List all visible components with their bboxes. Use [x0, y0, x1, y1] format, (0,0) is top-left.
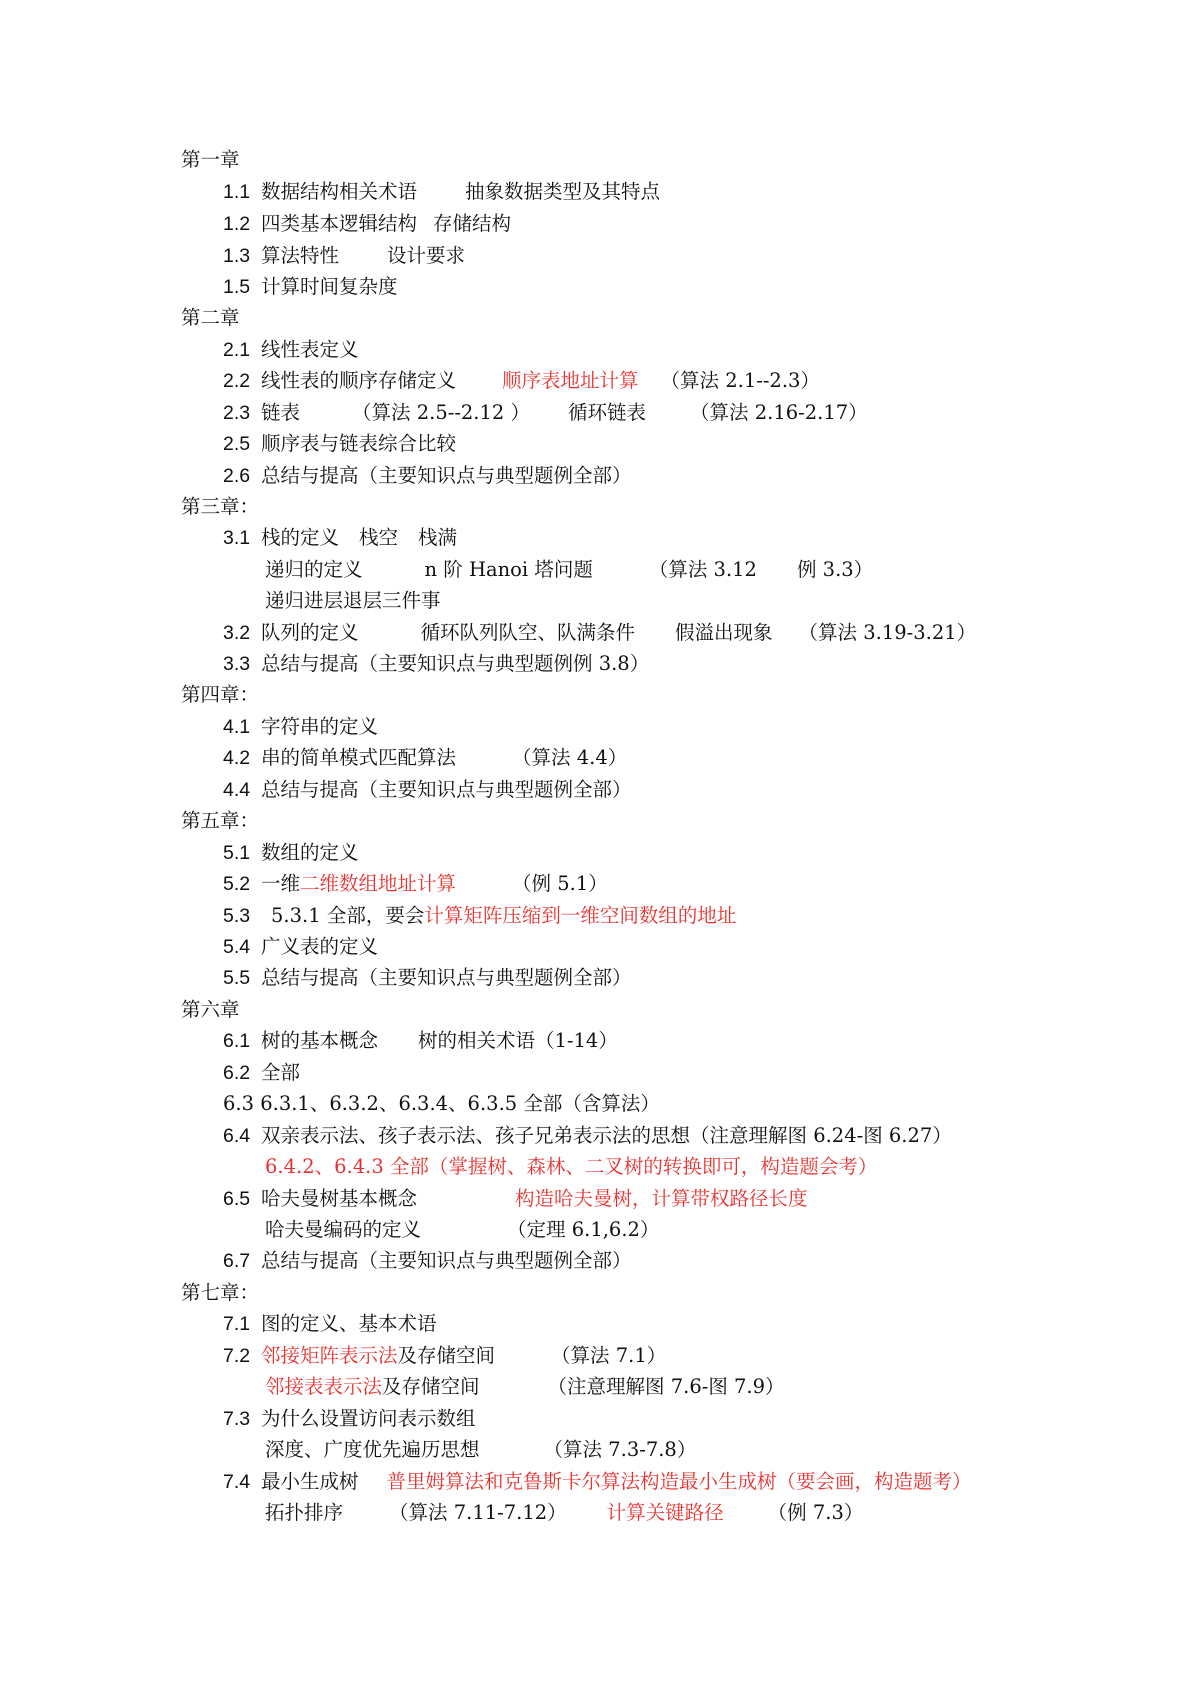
algorithm-ref: （算法 2.1--2.3）: [660, 369, 820, 392]
algorithm-ref: （算法 7.1）: [551, 1344, 667, 1367]
section-number: 1.3: [223, 245, 251, 267]
algorithm-ref: （算法 2.5--2.12 ）: [352, 401, 531, 424]
section-text: 及存储空间: [397, 1344, 496, 1367]
algorithm-ref: （算法 7.3-7.8）: [543, 1438, 697, 1461]
section-text-2: 树的相关术语（1-14）: [418, 1029, 618, 1052]
highlight-text: 顺序表地址计算: [502, 369, 639, 392]
section-number: 3.3: [223, 653, 251, 675]
section-3-1-recursion: [265, 555, 873, 585]
section-text-2: 栈空: [359, 526, 399, 549]
section-text-2: 循环队列队空、队满条件: [420, 621, 636, 644]
section-number: 7.3: [223, 1408, 251, 1430]
section-text: 总结与提高（主要知识点与典型题例全部）: [261, 1249, 632, 1272]
section-text: 四类基本逻辑结构: [261, 212, 418, 235]
section-text-3: 栈满: [418, 526, 458, 549]
section-number: 5.3: [223, 905, 251, 927]
section-number: 4.4: [223, 779, 251, 801]
chapter-3-heading: 第三章：: [181, 495, 260, 518]
theorem-ref: （定理 6.1,6.2）: [507, 1218, 660, 1241]
section-text: 总结与提高（主要知识点与典型题例例 3.8）: [261, 652, 650, 675]
algorithm-ref: （算法 4.4）: [512, 746, 628, 769]
section-number: 6.7: [223, 1250, 251, 1272]
chapter-5-heading: 第五章：: [181, 809, 260, 832]
section-3-1: [223, 523, 457, 553]
section-number: 1.1: [223, 181, 251, 203]
section-number: 6.2: [223, 1062, 251, 1084]
figure-ref: （注意理解图 7.6-图 7.9）: [547, 1375, 785, 1398]
section-text: 递归的定义: [265, 558, 363, 581]
chapter-1-heading: 第一章: [181, 148, 240, 171]
section-text-3: 假溢出现象: [675, 621, 773, 644]
section-number: 2.1: [223, 339, 251, 361]
section-text-2: 循环链表: [568, 401, 647, 424]
section-number: 2.3: [223, 402, 251, 424]
chapter-7-heading: 第七章：: [181, 1281, 260, 1304]
section-text: 串的简单模式匹配算法: [261, 746, 457, 769]
section-4-1: [223, 712, 378, 742]
section-number: 1.5: [223, 276, 251, 298]
section-number: 6.4: [223, 1125, 251, 1147]
section-7-4: [223, 1467, 972, 1497]
section-6-7: [223, 1246, 632, 1276]
section-number: 7.4: [223, 1471, 251, 1493]
highlight-text: 计算矩阵压缩到一维空间数组的地址: [424, 904, 737, 927]
section-number: 5.1: [223, 842, 251, 864]
algorithm-ref: （算法 7.11-7.12）: [389, 1501, 567, 1524]
section-text: 栈的定义: [261, 526, 340, 549]
section-7-4-topological: [265, 1498, 863, 1528]
section-5-5: [223, 963, 632, 993]
highlight-text: 计算关键路径: [606, 1501, 724, 1524]
section-7-2-adjacency-list: [265, 1372, 785, 1402]
section-1-5: [223, 272, 398, 302]
section-5-2: [223, 869, 608, 899]
section-text: 队列的定义: [261, 621, 359, 644]
section-number: 3.2: [223, 622, 251, 644]
section-5-1: [223, 838, 359, 868]
section-text: 链表: [261, 401, 301, 424]
section-2-3: [223, 398, 868, 428]
section-text: 总结与提高（主要知识点与典型题例全部）: [261, 966, 632, 989]
section-number: 7.1: [223, 1313, 251, 1335]
section-number: 2.5: [223, 433, 251, 455]
section-6-3: [223, 1089, 660, 1119]
section-number: 6.5: [223, 1188, 251, 1210]
section-text: 字符串的定义: [261, 715, 379, 738]
section-text: 图的定义、基本术语: [261, 1312, 437, 1335]
section-2-2: [223, 366, 820, 396]
highlight-text: 邻接矩阵表示法: [261, 1344, 398, 1367]
section-number: 2.2: [223, 370, 251, 392]
section-number: 4.1: [223, 716, 251, 738]
section-number: 2.6: [223, 465, 251, 487]
example-ref: 例 3.3）: [796, 558, 874, 581]
section-text: 线性表的顺序存储定义: [261, 369, 457, 392]
section-text: 深度、广度优先遍历思想: [265, 1438, 480, 1461]
section-text: 算法特性: [261, 244, 340, 267]
section-text-2: n 阶 Hanoi 塔问题: [424, 558, 593, 581]
section-number: 3.1: [223, 527, 251, 549]
section-text: 计算时间复杂度: [261, 275, 398, 298]
section-text: 顺序表与链表综合比较: [261, 432, 457, 455]
section-5-3: [223, 901, 736, 931]
section-6-2: [223, 1058, 300, 1088]
section-text: 总结与提高（主要知识点与典型题例全部）: [261, 778, 632, 801]
section-text: 5.3.1 全部，要会: [271, 904, 425, 927]
section-6-1: [223, 1026, 618, 1056]
section-text: 为什么设置访问表示数组: [261, 1407, 476, 1430]
algorithm-ref-2: （算法 2.16-2.17）: [690, 401, 868, 424]
section-number: 1.2: [223, 213, 251, 235]
section-7-1: [223, 1309, 437, 1339]
section-text-2: 存储结构: [433, 212, 512, 235]
section-7-3-traversal: [265, 1435, 696, 1465]
section-6-5-coding: [265, 1215, 659, 1245]
section-number: 5.4: [223, 936, 251, 958]
section-text: 递归进层退层三件事: [265, 589, 441, 612]
highlight-text: 邻接表表示法: [265, 1375, 383, 1398]
chapter-4-heading: 第四章：: [181, 683, 260, 706]
section-text-2: 抽象数据类型及其特点: [465, 180, 661, 203]
section-3-3: [223, 649, 649, 679]
section-1-1: [223, 177, 660, 207]
section-4-4: [223, 775, 632, 805]
section-text: 6.3 6.3.1、6.3.2、6.3.4、6.3.5 全部（含算法）: [223, 1092, 660, 1115]
chapter-6-heading: 第六章: [181, 998, 240, 1021]
section-1-2: [223, 209, 511, 239]
highlight-text: 二维数组地址计算: [300, 872, 457, 895]
highlight-text: 构造哈夫曼树，计算带权路径长度: [515, 1187, 808, 1210]
section-6-5: [223, 1184, 808, 1214]
section-text: 树的基本概念: [261, 1029, 379, 1052]
section-text: 及存储空间: [382, 1375, 480, 1398]
section-text: 数组的定义: [261, 841, 359, 864]
section-number: 6.1: [223, 1030, 251, 1052]
highlight-text: 普里姆算法和克鲁斯卡尔算法构造最小生成树（要会画，构造题考）: [386, 1470, 972, 1493]
section-2-5: [223, 429, 456, 459]
section-text: 线性表定义: [261, 338, 359, 361]
section-text: 数据结构相关术语: [261, 180, 418, 203]
section-7-2: [223, 1341, 666, 1371]
example-ref: （例 5.1）: [512, 872, 608, 895]
section-number: 7.2: [223, 1345, 251, 1367]
section-text: 总结与提高（主要知识点与典型题例全部）: [261, 464, 632, 487]
section-text: 哈夫曼树基本概念: [261, 1187, 418, 1210]
section-text: 拓扑排序: [265, 1501, 344, 1524]
section-6-4-2: [265, 1152, 877, 1182]
section-text: 哈夫曼编码的定义: [265, 1218, 422, 1241]
section-7-3: [223, 1404, 476, 1434]
section-3-1-recursion-steps: [265, 586, 441, 616]
section-6-4: [223, 1121, 952, 1151]
section-3-2: [223, 618, 976, 648]
section-2-1: [223, 335, 359, 365]
section-number: 5.5: [223, 967, 251, 989]
section-text: 一维: [261, 872, 301, 895]
section-number: 4.2: [223, 747, 251, 769]
section-number: 5.2: [223, 873, 251, 895]
section-text: 全部: [261, 1061, 301, 1084]
chapter-2-heading: 第二章: [181, 306, 240, 329]
section-text: 最小生成树: [261, 1470, 359, 1493]
section-4-2: [223, 743, 627, 773]
algorithm-ref: （算法 3.19-3.21）: [798, 621, 977, 644]
example-ref: （例 7.3）: [767, 1501, 864, 1524]
section-text-2: 设计要求: [387, 244, 466, 267]
highlight-text: 6.4.2、6.4.3 全部（掌握树、森林、二叉树的转换即可，构造题会考）: [265, 1155, 878, 1178]
section-5-4: [223, 932, 378, 962]
algorithm-ref: （算法 3.12: [648, 558, 757, 581]
section-text: 广义表的定义: [261, 935, 379, 958]
section-2-6: [223, 461, 632, 491]
section-text: 双亲表示法、孩子表示法、孩子兄弟表示法的思想（注意理解图 6.24-图 6.27）: [261, 1124, 952, 1147]
section-1-3: [223, 241, 465, 271]
